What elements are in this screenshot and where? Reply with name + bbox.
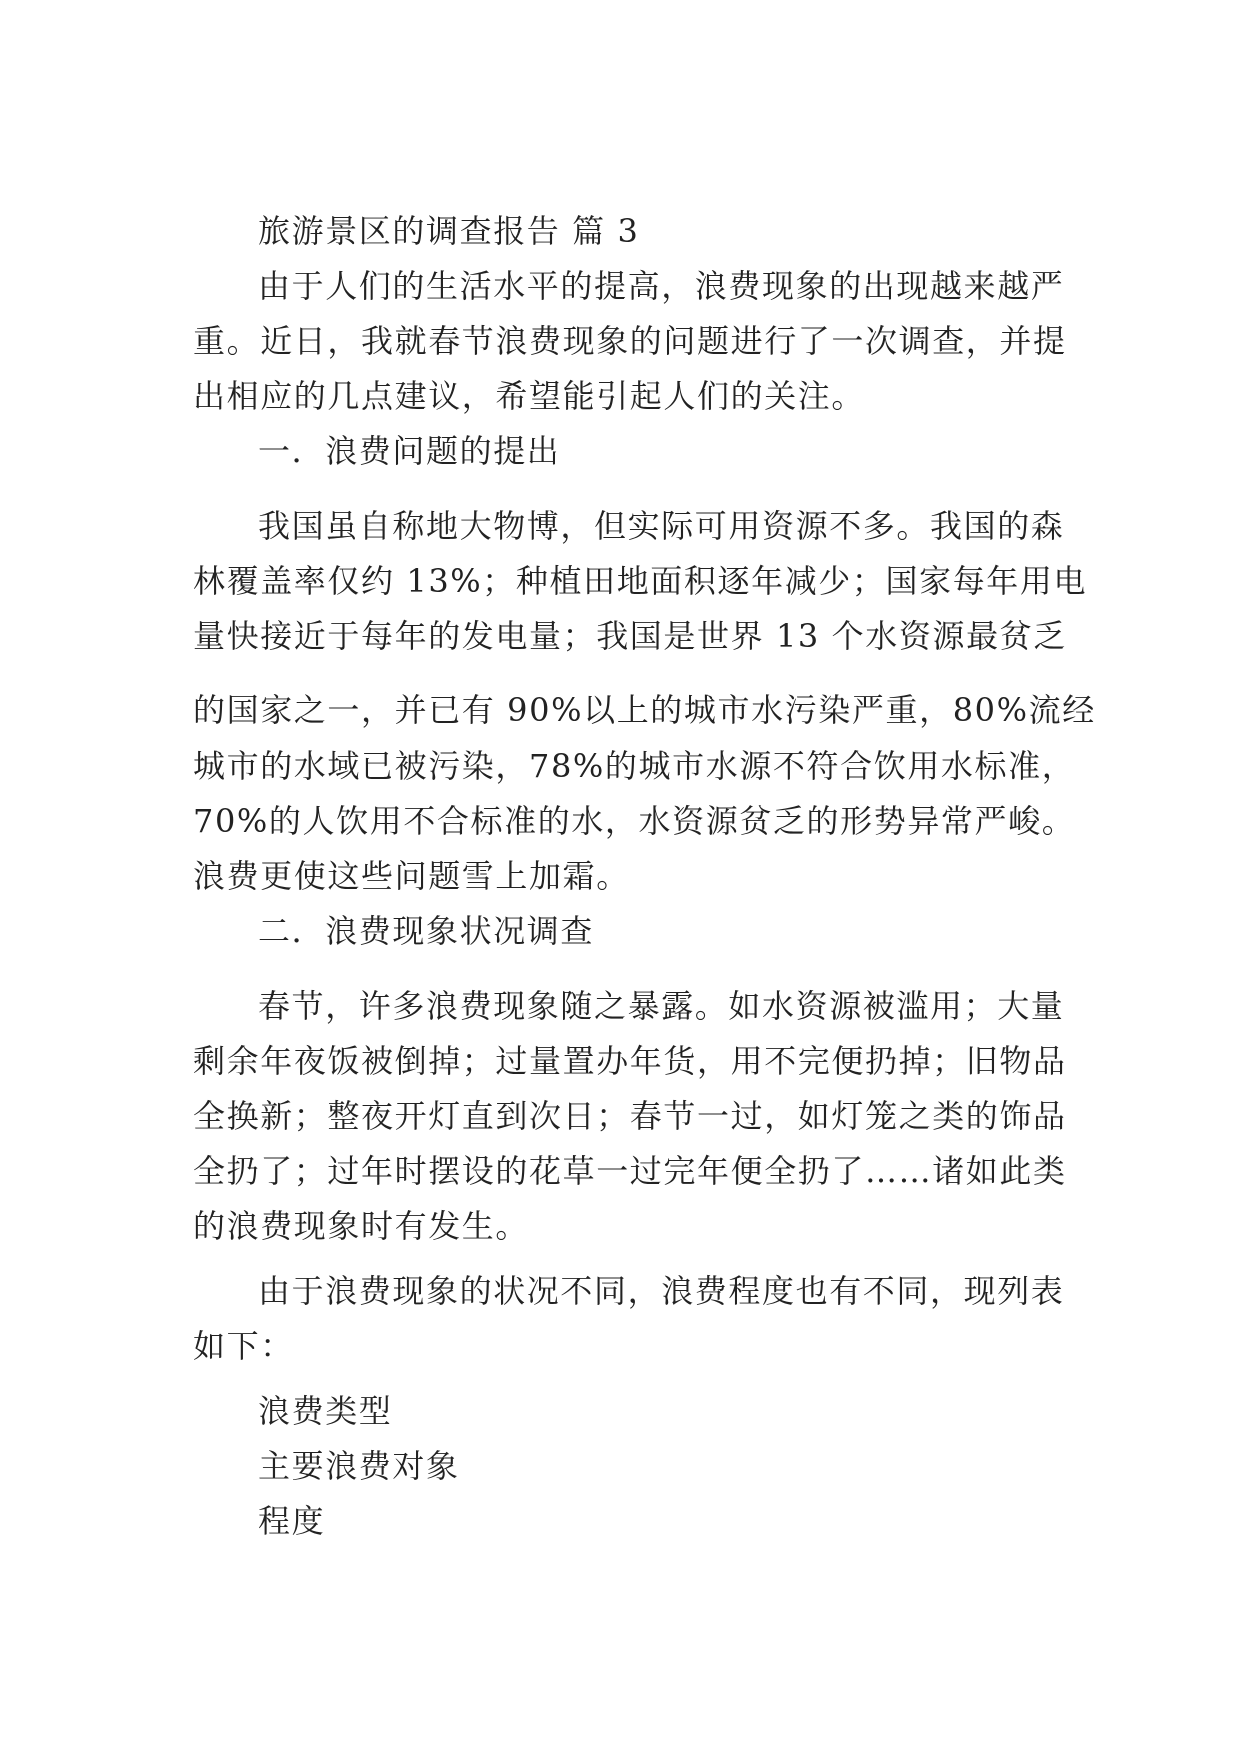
paragraph-line: 全换新；整夜开灯直到次日；春节一过，如灯笼之类的饰品	[193, 1097, 1067, 1135]
paragraph-line: 春节，许多浪费现象随之暴露。如水资源被滥用；大量	[258, 987, 1065, 1025]
paragraph-line: 的国家之一，并已有 90%以上的城市水污染严重，80%流经	[193, 691, 1096, 729]
paragraph-line: 70%的人饮用不合标准的水，水资源贫乏的形势异常严峻。	[193, 802, 1076, 840]
paragraph-line: 的浪费现象时有发生。	[193, 1207, 530, 1245]
paragraph-line: 全扔了；过年时摆设的花草一过完年便全扔了……诸如此类	[193, 1152, 1067, 1190]
paragraph-line: 如下：	[193, 1327, 294, 1365]
paragraph-line: 由于浪费现象的状况不同，浪费程度也有不同，现列表	[258, 1272, 1065, 1310]
table-label: 程度	[258, 1502, 326, 1540]
paragraph-line: 林覆盖率仅约 13%；种植田地面积逐年减少；国家每年用电	[193, 562, 1088, 600]
document-title: 旅游景区的调查报告 篇 3	[258, 212, 640, 250]
section-heading: 一．浪费问题的提出	[258, 432, 561, 470]
section-heading: 二．浪费现象状况调查	[258, 912, 595, 950]
table-label: 浪费类型	[258, 1392, 393, 1430]
paragraph-line: 重。近日，我就春节浪费现象的问题进行了一次调查，并提	[193, 322, 1067, 360]
table-label: 主要浪费对象	[258, 1447, 460, 1485]
paragraph-line: 我国虽自称地大物博，但实际可用资源不多。我国的森	[258, 507, 1065, 545]
paragraph-line: 城市的水域已被污染，78%的城市水源不符合饮用水标准，	[193, 747, 1076, 785]
paragraph-line: 量快接近于每年的发电量；我国是世界 13 个水资源最贫乏	[193, 617, 1067, 655]
paragraph-line: 由于人们的生活水平的提高，浪费现象的出现越来越严	[258, 267, 1065, 305]
paragraph-line: 剩余年夜饭被倒掉；过量置办年货，用不完便扔掉；旧物品	[193, 1042, 1067, 1080]
paragraph-line: 浪费更使这些问题雪上加霜。	[193, 857, 630, 895]
paragraph-line: 出相应的几点建议，希望能引起人们的关注。	[193, 377, 866, 415]
